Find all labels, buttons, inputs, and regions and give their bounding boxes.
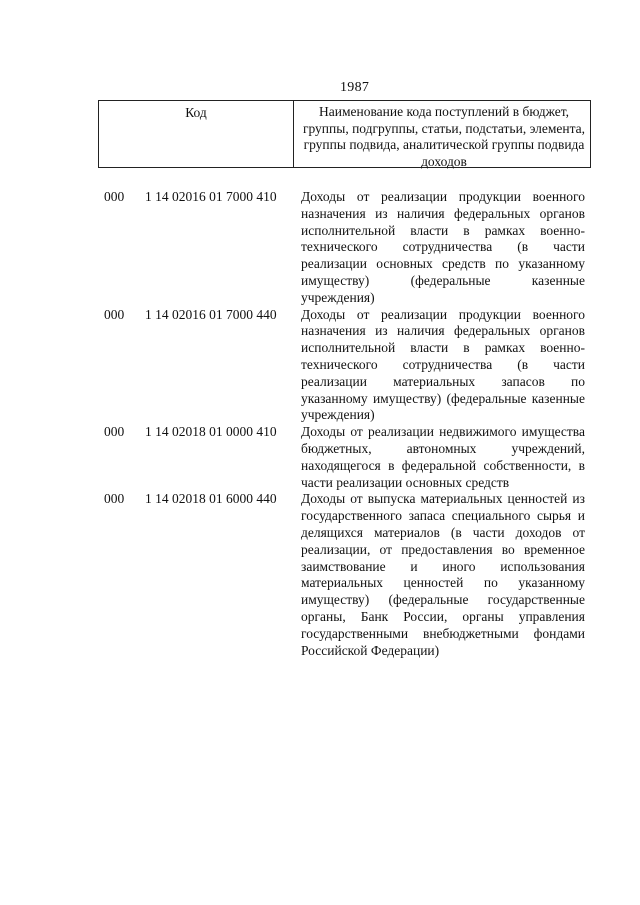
row-prefix: 000: [104, 189, 125, 204]
page-number: 1987: [340, 80, 370, 95]
table-body: [0, 189, 640, 659]
table-row: [0, 424, 640, 491]
row-description: Доходы от реализации недвижимого имущества бюджетных, автономных учреждений, находящегося в федеральной собственности, в части реализации основных средств: [301, 424, 585, 490]
row-code: 1 14 02016 01 7000 440: [145, 306, 277, 322]
table-row: [0, 189, 640, 307]
row-description: Доходы от реализации продукции военного назначения из наличия федеральных органов исполнительной власти в рамках военно-технического сотрудничества (в части реализации основных средств по указанному имуществу) (федеральные казенные учреждения): [301, 189, 585, 305]
row-prefix: 000: [104, 424, 125, 440]
row-description: Доходы от реализации продукции военного назначения из наличия федеральных органов исполнительной власти в рамках военно-технического сотрудничества (в части реализации материальных запасов по указанному имуществу) (федеральные казенные учреждения): [301, 306, 585, 423]
row-description: Доходы от выпуска материальных ценностей из государственного запаса специального сырья и делящихся материалов (в части доходов от реализации, от предоставления во временное заимствование и иного использования материальных ценностей по указанному имуществу) (федеральные государственные органы, Банк России, органы управления государственными внебюджетными фондами Российской Федерации): [301, 491, 585, 658]
table-row: [0, 307, 640, 425]
code-column-header: Код: [185, 105, 207, 120]
row-code: 1 14 02016 01 7000 410: [145, 189, 277, 204]
column-divider: [293, 101, 294, 167]
row-prefix: 000: [104, 491, 125, 507]
row-code: 1 14 02018 01 6000 440: [145, 491, 277, 507]
row-code: 1 14 02018 01 0000 410: [145, 424, 277, 440]
row-prefix: 000: [104, 306, 125, 322]
name-column-header: Наименование кода поступлений в бюджет, группы, подгруппы, статьи, подстатьи, элемента, группы подвида, аналитической группы подвида доходов: [302, 104, 586, 169]
table-row: [0, 491, 640, 659]
table-header: [98, 100, 591, 168]
